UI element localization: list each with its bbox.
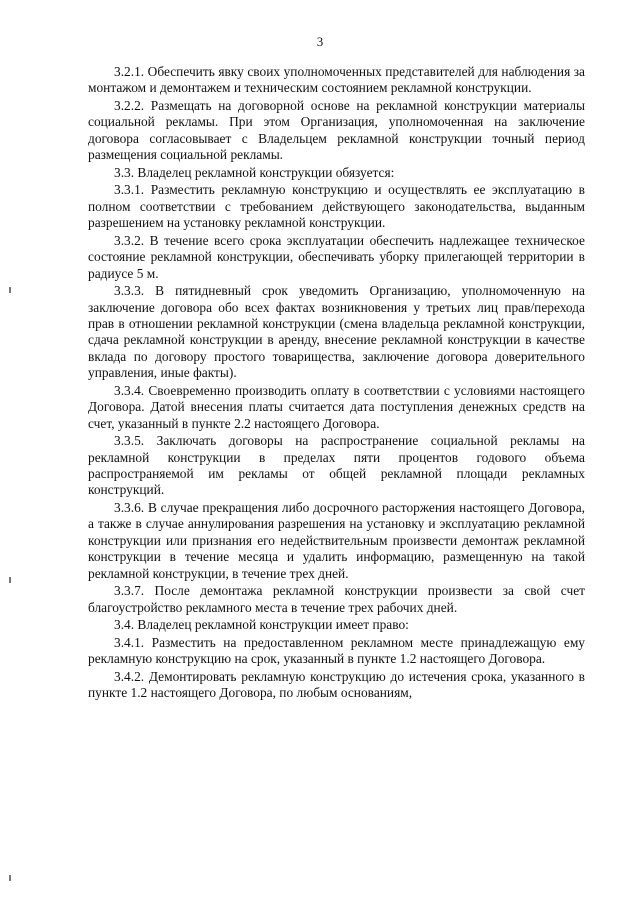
page-number: 3: [316, 34, 324, 49]
paragraph-3-3-7: 3.3.7. После демонтажа рекламной конструкции произвести за свой счет благоустройство рекламного места в течение трех рабочих дней.: [88, 583, 585, 615]
scan-margin-mark: [9, 577, 11, 583]
paragraph-3-2-2: 3.2.2. Размещать на договорной основе на рекламной конструкции материалы социальной рекламы. При этом Организация, уполномоченная на заключение договора согласовывает с Владельцем рекламной конструкции точный период размещения социальной рекламы.: [88, 98, 585, 163]
paragraph-3-2-1: 3.2.1. Обеспечить явку своих уполномоченных представителей для наблюдения за монтажом и демонтажем и техническим состоянием рекламной конструкции.: [88, 64, 585, 96]
paragraph-3-3-2: 3.3.2. В течение всего срока эксплуатации обеспечить надлежащее техническое состояние рекламной конструкции, обеспечивать уборку прилегающей территории в радиусе 5 м.: [88, 232, 585, 281]
paragraph-3-3: 3.3. Владелец рекламной конструкции обязуется:: [114, 164, 395, 180]
paragraph-3-3-1: 3.3.1. Разместить рекламную конструкцию и осуществлять ее эксплуатацию в полном соответствии с требованием действующего законодательства, выданным разрешением на установку рекламной конструкции.: [88, 182, 585, 231]
paragraph-3-4-2: 3.4.2. Демонтировать рекламную конструкцию до истечения срока, указанного в пункте 1.2 настоящего Договора, по любым основаниям,: [88, 668, 585, 701]
paragraph-3-3-5: 3.3.5. Заключать договоры на распространение социальной рекламы на рекламной конструкции в пределах пяти процентов годового объема распространяемой им рекламы от общей рекламной площади рекламных конструкций.: [88, 433, 585, 498]
scan-margin-mark: [9, 875, 11, 881]
paragraph-3-3-4: 3.3.4. Своевременно производить оплату в соответствии с условиями настоящего Договора. Датой внесения платы считается дата поступления денежных средств на счет, указанный в пункте 2.2 настоящего Договора.: [88, 382, 585, 431]
document-body: [88, 64, 585, 703]
paragraph-3-4-1: 3.4.1. Разместить на предоставленном рекламном месте принадлежащую ему рекламную конструкцию на срок, указанный в пункте 1.2 настоящего Договора.: [88, 634, 585, 667]
scan-margin-mark: [9, 287, 11, 293]
paragraph-3-3-3: 3.3.3. В пятидневный срок уведомить Организацию, уполномоченную на заключение договора обо всех фактах возникновения у третьих лиц прав/перехода прав в отношении рекламной конструкции (смена владельца рекламной конструкции, сдача рекламной конструкции в аренду, внесение рекламной конструкции в качестве вклада по договору простого товарищества, заключение договора доверительного управления, иные факты).: [88, 283, 585, 381]
paragraph-3-3-6: 3.3.6. В случае прекращения либо досрочного расторжения настоящего Договора, а также в случае аннулирования разрешения на установку и эксплуатацию рекламной конструкции или признания его недействительным произвести демонтаж рекламной конструкции в течение месяца и удалить информацию, размещенную на такой рекламной конструкции, в течение трех дней.: [88, 500, 585, 581]
paragraph-3-4: 3.4. Владелец рекламной конструкции имеет право:: [114, 617, 409, 633]
